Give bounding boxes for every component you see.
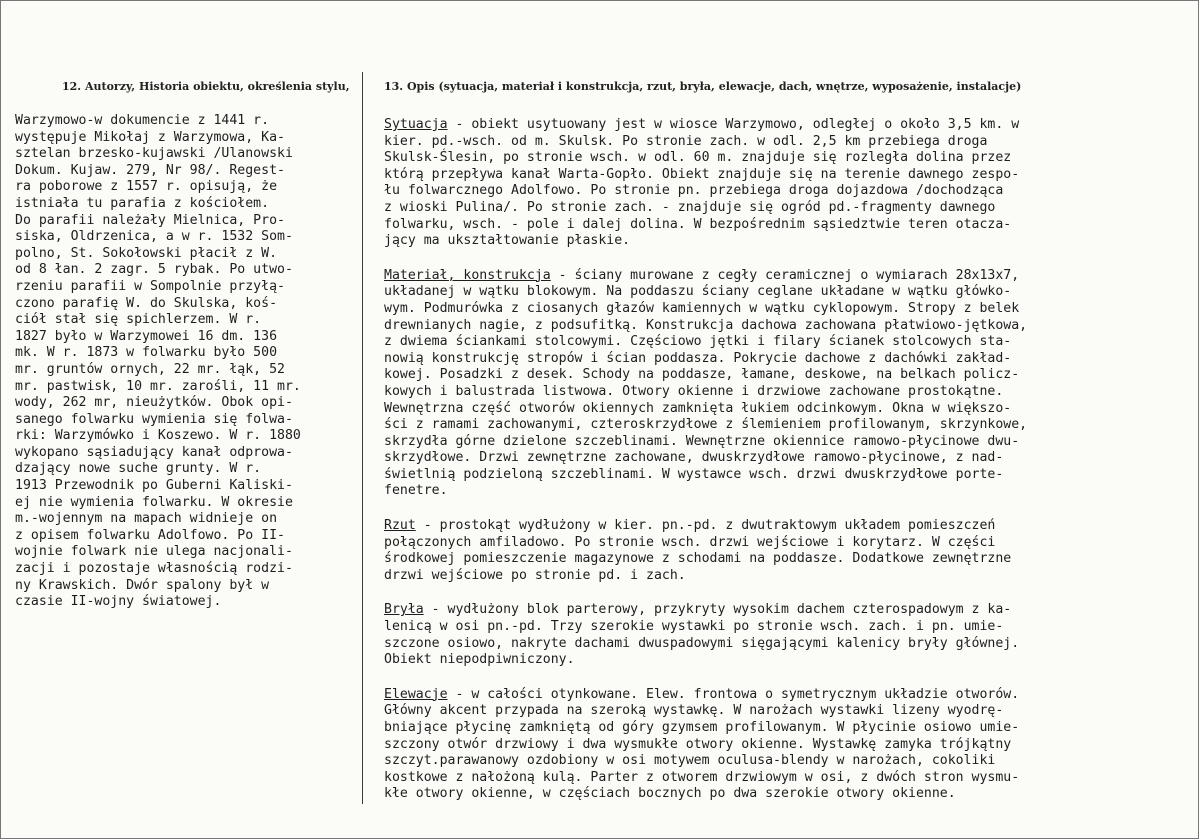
section-text: - w całości otynkowane. Elew. frontowa o symetrycznym układzie otworów. — [447, 686, 1020, 702]
history-line: sanego folwarku wymienia się folwa- — [15, 411, 293, 427]
history-line: dzający nowe suche grunty. W r. — [15, 461, 262, 477]
section-line: Obiekt niepodpiwniczony. — [384, 652, 575, 668]
section-line: drewnianych nagie, z podsufitką. Konstrukcja dachowa zachowana płatwiowo-jętkowa, — [384, 317, 1028, 333]
history-line: występuje Mikołaj z Warzymowa, Ka- — [15, 129, 285, 145]
section-line: ści z ramami zachowanymi, czteroskrzydłowe z ślemieniem profilowanym, skrzynkowe, — [384, 417, 1028, 433]
section-heading: Bryła — [384, 602, 424, 618]
history-line: Dokum. Kujaw. 279, Nr 98/. Regest- — [15, 162, 285, 178]
description-section — [384, 518, 1027, 584]
history-line: z opisem folwarku Adolfowo. Po II- — [15, 527, 285, 543]
section-line: wym. Podmurówka z ciosanych głazów kamiennych w wątku cyklopowym. Stropy z belek — [384, 300, 1020, 316]
section-text: - wydłużony blok parterowy, przykryty wysokim dachem czterospadowym z ka- — [423, 602, 1012, 618]
section-line: środkowej pomieszczenie magazynowe z schodami na poddasze. Dodatkowe zewnętrzne — [384, 551, 1012, 567]
section-line: bniające płycinę zamkniętą od góry gzymsem profilowanym. W płycinie osiowo umie- — [384, 720, 1020, 735]
history-line: ny Krawskich. Dwór spalony był w — [15, 577, 270, 593]
section-line: kier. pd.-wsch. od m. Skulsk. Po stronie zach. w odl. 2,5 km przebiega droga — [384, 133, 988, 149]
history-line: istniała tu parafia z kościołem. — [15, 195, 270, 211]
section-line: jący ma ukształtowanie płaskie. — [384, 233, 631, 249]
section-line: układanej w wątku blokowym. Na poddaszu ściany ceglane układane w wątku główko- — [384, 284, 1012, 300]
history-line: ej nie wymienia folwarku. W okresie — [15, 494, 293, 510]
section-line: kowych i balustrada listwowa. Otwory okienne i drzwiowe zachowane prostokątne. — [384, 383, 1004, 399]
history-line: wojnie folwark nie ulega nacjonali- — [15, 544, 293, 560]
section-heading: Materiał, konstrukcja — [384, 267, 551, 283]
section-line: nowią konstrukcję stropów i ścian poddasza. Pokrycie dachowe z dachówki zakład- — [384, 350, 1012, 366]
history-line: od 8 łan. 2 zagr. 5 rybak. Po utwo- — [15, 262, 293, 278]
history-line: mk. W r. 1873 w folwarku było 500 — [15, 345, 278, 361]
section-line: Skulsk-Ślesin, po stronie wsch. w odl. 60 m. znajduje się rozległa dolina przez — [384, 150, 1012, 166]
section-line: którą przepływa kanał Warta-Gopło. Obiekt znajduje się na terenie dawnego zespo- — [384, 166, 1020, 182]
history-line: rzeniu parafii w Sompolnie przyłą- — [15, 278, 285, 294]
description-section — [384, 268, 1027, 500]
description-section — [384, 687, 1027, 803]
section-line: szczyt.parawanowy ozdobiony w osi motywem oculusa-blendy w narożach, cokoliki — [384, 753, 996, 769]
description-text — [384, 117, 1027, 821]
section-first-line — [384, 117, 1027, 134]
history-line: 1827 było w Warzymowei 16 dm. 136 — [15, 328, 278, 344]
history-line: ra poborowe z 1557 r. opisują, że — [15, 179, 278, 195]
section-line: lenicą w osi pn.-pd. Trzy szerokie wystawki po stronie wsch. zach. i pn. umie- — [384, 619, 1004, 635]
history-line: sztelan brzesko-kujawski /Ulanowski — [15, 146, 293, 162]
history-line: rki: Warzymówko i Koszewo. W r. 1880 — [15, 428, 301, 444]
section-line: z dwiema ściankami stolcowymi. Częściowo jętki i filary ścianek stolcowych sta- — [384, 334, 1012, 350]
section-line: kłe otwory okienne, w częściach bocznych po dwa szerokie otwory okienne. — [384, 786, 956, 802]
section-line: skrzydła górne dzielone szczeblinami. Wewnętrzne okiennice ramowo-płycinowe dwu- — [384, 433, 1020, 449]
section-line: drzwi wejściowe po stronie pd. i zach. — [384, 567, 686, 583]
history-line: wody, 262 mr, nieużytków. Obok opi- — [15, 395, 293, 411]
history-line: Warzymowo-w dokumencie z 1441 r. — [15, 113, 270, 128]
section-line: fenetre. — [384, 483, 448, 499]
column-divider — [362, 72, 363, 804]
section-line: z wioski Pulina/. Po stronie zach. - znajduje się ogród pd.-fragmenty dawnego — [384, 199, 996, 215]
history-line: zacji i pozostaje własnością rodzi- — [15, 561, 293, 577]
history-text — [15, 113, 301, 611]
section-line: połączonych amfiladowo. Po stronie wsch. drzwi wejściowe i korytarz. W części — [384, 534, 996, 550]
section-line: szczone osiowo, nakryte dachami dwuspadowymi sięgającymi kalenicy bryły głównej. — [384, 635, 1020, 651]
section-first-line — [384, 268, 1027, 285]
section-heading: Rzut — [384, 518, 416, 534]
history-line: polno, St. Sokołowski płacił z W. — [15, 245, 278, 261]
section-first-line — [384, 518, 1027, 535]
history-line: mr. gruntów ornych, 22 mr. łąk, 52 — [15, 361, 285, 377]
section-heading: Elewacje — [384, 686, 448, 702]
history-line: wykopano sąsiadujący kanał odprowa- — [15, 444, 293, 460]
section-text: - prostokąt wydłużony w kier. pn.-pd. z dwutraktowym układem pomieszczeń — [415, 518, 996, 534]
history-line: Do parafii należały Mielnica, Pro- — [15, 212, 285, 228]
history-line: czasie II-wojny światowej. — [15, 594, 222, 610]
section-first-line — [384, 602, 1027, 619]
history-line: m.-wojennym na mapach widnieje on — [15, 511, 278, 527]
section-line: Główny akcent przypada na szeroką wystawkę. W narożach wystawki lizeny wyodrę- — [384, 703, 1004, 719]
section-line: kowej. Posadzki z desek. Schody na poddasze, łamane, deskowe, na belkach policz- — [384, 367, 1020, 383]
section-line: łu folwarcznego Adolfowo. Po stronie pn. przebiega droga dojazdowa /dochodząca — [384, 183, 1004, 199]
section-line: kostkowe z nałożoną kulą. Parter z otworem drzwiowym w osi, z dwóch stron wysmu- — [384, 769, 1020, 785]
section-line: folwarku, wsch. - pole i dalej dolina. W bezpośrednim sąsiedztwie teren otacza- — [384, 216, 1012, 232]
history-line: mr. pastwisk, 10 mr. zarośli, 11 mr. — [15, 378, 301, 394]
section-text: - obiekt usytuowany jest w wiosce Warzymowo, odległej o około 3,5 km. w — [447, 117, 1020, 132]
section-text: - ściany murowane z cegły ceramicznej o wymiarach 28x13x7, — [550, 267, 1020, 283]
history-line: 1913 Przewodnik po Guberni Kaliski- — [15, 478, 293, 494]
section-heading: Sytuacja — [384, 117, 448, 132]
history-line: siska, Oldrzenica, a w r. 1532 Som- — [15, 229, 293, 245]
section-line: Wewnętrzna część otworów okiennych zamknięta łukiem odcinkowym. Okna w większo- — [384, 400, 1012, 416]
section-13-header: 13. Opis (sytuacja, materiał i konstrukcja, rzut, bryła, elewacje, dach, wnętrze, wyposażenie, instalacje) — [384, 80, 1022, 93]
section-line: skrzydłowe. Drzwi zewnętrzne zachowane, dwuskrzydłowe ramowo-płycinowe, z nad- — [384, 450, 1004, 466]
history-line: czono parafię W. do Skulska, koś- — [15, 295, 278, 311]
section-line: świetlnią podzieloną szczeblinami. W wystawce wsch. drzwi dwuskrzydłowe porte- — [384, 466, 1004, 482]
description-section — [384, 117, 1027, 250]
section-first-line — [384, 687, 1027, 704]
section-12-header: 12. Autorzy, Historia obiektu, określenia stylu, — [62, 80, 350, 93]
section-line: szczony otwór drzwiowy i dwa wysmukłe otwory okienne. Wystawkę zamyka trójkątny — [384, 736, 1012, 752]
description-section — [384, 602, 1027, 668]
history-line: ciół stał się spichlerzem. W r. — [15, 312, 262, 328]
